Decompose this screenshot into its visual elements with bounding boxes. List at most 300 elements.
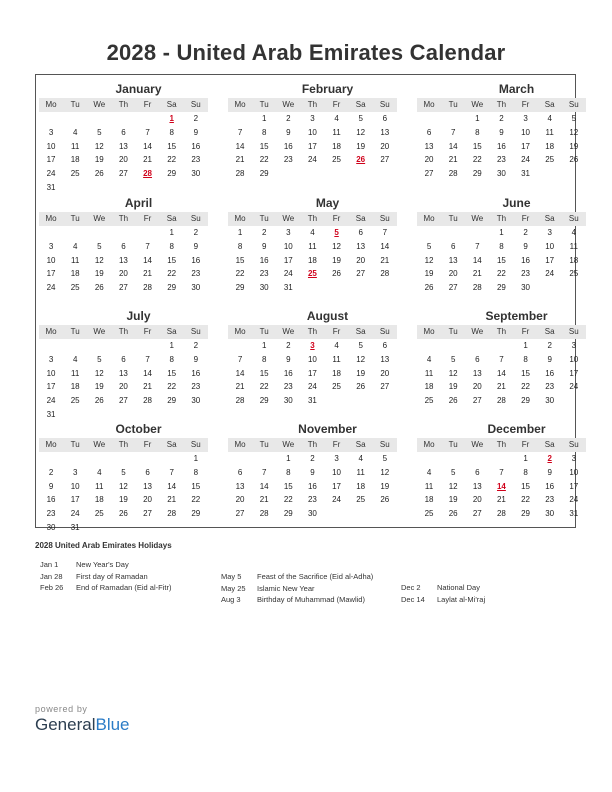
holiday-day-cell: 14 — [496, 481, 506, 491]
month-april — [39, 195, 208, 295]
holiday-column — [401, 582, 485, 605]
empty-day-cell — [136, 339, 160, 353]
day-cell: 13 — [448, 255, 458, 265]
day-cell: 16 — [545, 368, 555, 378]
month-name: August — [306, 309, 349, 323]
day-cell: 7 — [145, 241, 150, 251]
day-cell: 5 — [426, 241, 432, 251]
empty-day-cell — [465, 226, 489, 240]
month-name: July — [126, 309, 151, 323]
day-cell: 6 — [426, 127, 432, 137]
weekday-label: Fr — [332, 214, 341, 223]
empty-day-cell — [87, 226, 111, 240]
day-cell: 20 — [118, 269, 128, 279]
day-cell: 13 — [424, 141, 434, 151]
day-cell: 27 — [472, 509, 482, 519]
empty-day-cell — [417, 452, 441, 466]
day-cell: 6 — [145, 467, 150, 477]
month-name: September — [485, 309, 548, 323]
weekday-label: Tu — [259, 440, 269, 449]
holiday-day-cell: 28 — [143, 169, 153, 179]
day-cell: 12 — [94, 255, 104, 265]
day-cell: 22 — [235, 269, 245, 279]
week-row — [417, 339, 586, 353]
day-cell: 7 — [382, 228, 388, 237]
day-cell: 13 — [118, 141, 128, 151]
day-cell: 3 — [48, 127, 54, 137]
week-row — [39, 254, 208, 268]
week-row — [417, 153, 586, 167]
day-cell: 10 — [283, 241, 293, 251]
day-cell: 4 — [72, 354, 78, 364]
week-row — [39, 466, 208, 480]
day-cell: 28 — [472, 283, 482, 293]
day-cell: 19 — [424, 269, 434, 279]
day-cell: 23 — [545, 495, 555, 505]
day-cell: 19 — [94, 382, 104, 392]
day-cell: 2 — [193, 341, 199, 350]
day-cell: 20 — [356, 255, 366, 265]
day-cell: 25 — [356, 495, 366, 505]
day-cell: 26 — [94, 169, 104, 179]
day-cell: 12 — [94, 368, 104, 378]
day-cell: 20 — [380, 141, 390, 151]
day-cell: 26 — [448, 396, 458, 406]
week-row — [417, 507, 586, 521]
weekday-label: Sa — [166, 214, 177, 223]
day-cell: 26 — [448, 509, 458, 519]
day-cell: 6 — [121, 241, 126, 251]
day-cell: 2 — [286, 114, 291, 123]
day-cell: 4 — [97, 467, 102, 477]
week-row — [228, 452, 397, 466]
day-cell: 18 — [307, 255, 317, 265]
empty-day-cell — [111, 181, 135, 195]
day-cell: 28 — [496, 509, 506, 519]
day-cell: 13 — [118, 255, 128, 265]
day-cell: 4 — [571, 228, 577, 237]
day-cell: 6 — [475, 467, 480, 477]
day-cell: 13 — [472, 481, 482, 491]
day-cell: 9 — [261, 241, 267, 251]
weekday-label: We — [471, 440, 484, 449]
weekday-label: Tu — [259, 100, 269, 109]
day-cell: 30 — [191, 169, 201, 179]
day-cell: 24 — [521, 155, 531, 165]
weekday-label: We — [93, 327, 106, 336]
day-cell: 30 — [521, 283, 531, 293]
day-cell: 3 — [571, 341, 577, 350]
day-cell: 19 — [356, 368, 366, 378]
week-row — [417, 466, 586, 480]
holiday-date: Dec 14 — [401, 594, 425, 604]
weekday-label: Mo — [423, 214, 435, 223]
day-cell: 1 — [499, 228, 504, 237]
day-cell: 10 — [569, 467, 579, 477]
day-cell: 23 — [307, 495, 317, 505]
day-cell: 17 — [307, 368, 317, 378]
empty-day-cell — [441, 452, 465, 466]
empty-day-cell — [325, 167, 349, 181]
day-cell: 11 — [569, 241, 578, 251]
weekday-label: Th — [496, 100, 507, 109]
holiday-item — [40, 559, 171, 571]
day-cell: 21 — [448, 155, 458, 165]
day-cell: 18 — [70, 382, 80, 392]
day-cell: 28 — [259, 509, 269, 519]
week-row — [417, 394, 586, 408]
empty-day-cell — [489, 452, 513, 466]
month-september — [417, 308, 586, 408]
day-cell: 3 — [334, 454, 339, 463]
day-cell: 9 — [48, 481, 54, 491]
holiday-day-cell: 3 — [310, 341, 315, 350]
day-cell: 24 — [332, 495, 342, 505]
empty-day-cell — [63, 408, 87, 422]
day-cell: 23 — [259, 269, 269, 279]
day-cell: 5 — [382, 454, 388, 463]
day-cell: 12 — [332, 241, 342, 251]
empty-day-cell — [417, 226, 441, 240]
day-cell: 24 — [307, 155, 317, 165]
week-row — [39, 126, 208, 140]
week-row — [228, 480, 397, 494]
brand-blue: Blue — [95, 715, 130, 734]
weekday-label: Tu — [70, 327, 80, 336]
day-cell: 16 — [496, 141, 506, 151]
day-cell: 10 — [46, 368, 56, 378]
weekday-label: Mo — [45, 214, 57, 223]
empty-day-cell — [184, 181, 208, 195]
weekday-header — [39, 325, 208, 339]
day-cell: 13 — [380, 354, 390, 364]
day-cell: 29 — [191, 509, 201, 519]
day-cell: 11 — [356, 467, 365, 477]
week-row — [417, 167, 586, 181]
empty-day-cell — [39, 452, 63, 466]
day-cell: 20 — [143, 495, 153, 505]
day-cell: 26 — [118, 509, 128, 519]
day-cell: 25 — [94, 509, 104, 519]
empty-day-cell — [538, 167, 562, 181]
week-row — [39, 112, 208, 126]
day-cell: 21 — [259, 495, 269, 505]
holiday-item — [221, 594, 373, 606]
week-row — [417, 240, 586, 254]
empty-day-cell — [276, 167, 300, 181]
week-row — [228, 281, 397, 295]
day-cell: 30 — [46, 522, 56, 532]
day-cell: 22 — [167, 269, 177, 279]
day-cell: 24 — [307, 382, 317, 392]
day-cell: 14 — [259, 481, 269, 491]
day-cell: 17 — [521, 141, 531, 151]
day-cell: 3 — [72, 467, 78, 477]
day-cell: 1 — [475, 114, 480, 123]
empty-day-cell — [63, 226, 87, 240]
day-cell: 8 — [499, 241, 504, 251]
day-cell: 7 — [145, 127, 150, 137]
day-cell: 15 — [167, 255, 177, 265]
empty-day-cell — [373, 281, 397, 295]
day-cell: 7 — [237, 127, 243, 137]
day-cell: 14 — [235, 141, 245, 151]
day-cell: 21 — [143, 155, 153, 165]
week-row — [228, 367, 397, 381]
day-cell: 7 — [237, 354, 243, 364]
empty-day-cell — [87, 112, 111, 126]
day-cell: 3 — [286, 228, 291, 237]
day-cell: 25 — [569, 269, 579, 279]
day-cell: 1 — [286, 454, 291, 463]
day-cell: 30 — [307, 509, 317, 519]
weekday-header — [39, 98, 208, 112]
day-cell: 8 — [237, 241, 243, 251]
powered-by-text: powered by — [35, 704, 88, 714]
day-cell: 6 — [121, 127, 126, 137]
day-cell: 16 — [283, 368, 293, 378]
day-cell: 21 — [143, 382, 153, 392]
month-name: March — [498, 82, 535, 96]
weekday-header — [39, 438, 208, 452]
weekday-label: Tu — [448, 327, 458, 336]
empty-day-cell — [562, 281, 586, 295]
week-row — [39, 267, 208, 281]
empty-day-cell — [160, 452, 184, 466]
day-cell: 5 — [121, 467, 126, 477]
day-cell: 27 — [118, 396, 128, 406]
empty-day-cell — [87, 521, 111, 535]
day-cell: 29 — [521, 509, 531, 519]
weekday-label: Th — [307, 100, 318, 109]
day-cell: 1 — [261, 114, 267, 123]
day-cell: 2 — [523, 228, 528, 237]
day-cell: 11 — [332, 354, 341, 364]
empty-day-cell — [325, 507, 349, 521]
weekday-label: Sa — [166, 327, 177, 336]
weekday-label: Fr — [332, 440, 341, 449]
day-cell: 23 — [191, 269, 201, 279]
day-cell: 16 — [191, 141, 201, 151]
day-cell: 3 — [571, 454, 577, 463]
month-july — [39, 308, 208, 422]
day-cell: 8 — [523, 467, 528, 477]
day-cell: 24 — [569, 382, 579, 392]
empty-day-cell — [373, 394, 397, 408]
week-row — [228, 254, 397, 268]
day-cell: 11 — [332, 127, 341, 137]
empty-day-cell — [489, 339, 513, 353]
week-row — [39, 353, 208, 367]
day-cell: 4 — [334, 341, 339, 350]
weekday-label: Fr — [143, 100, 152, 109]
day-cell: 23 — [283, 155, 293, 165]
day-cell: 15 — [259, 368, 269, 378]
day-cell: 27 — [424, 169, 434, 179]
week-row — [417, 493, 586, 507]
day-cell: 11 — [424, 481, 434, 491]
week-row — [228, 394, 397, 408]
day-cell: 12 — [448, 481, 458, 491]
week-row — [39, 339, 208, 353]
week-row — [228, 126, 397, 140]
day-cell: 7 — [499, 354, 504, 364]
day-cell: 31 — [46, 182, 56, 192]
weekday-label: Th — [307, 327, 318, 336]
empty-day-cell — [373, 167, 397, 181]
day-cell: 16 — [283, 141, 293, 151]
day-cell: 27 — [118, 283, 128, 293]
day-cell: 2 — [310, 454, 315, 463]
day-cell: 13 — [472, 368, 482, 378]
day-cell: 2 — [547, 341, 552, 350]
day-cell: 18 — [545, 141, 555, 151]
holiday-name: Feast of the Sacrifice (Eid al-Adha) — [257, 572, 374, 581]
day-cell: 14 — [235, 368, 245, 378]
week-row — [228, 153, 397, 167]
weekday-label: Tu — [70, 100, 80, 109]
empty-day-cell — [325, 394, 349, 408]
day-cell: 10 — [569, 354, 579, 364]
day-cell: 19 — [332, 255, 342, 265]
weekday-label: Fr — [521, 100, 530, 109]
day-cell: 14 — [167, 481, 177, 491]
day-cell: 8 — [475, 127, 480, 137]
day-cell: 22 — [283, 495, 293, 505]
weekday-label: Su — [379, 100, 390, 109]
holiday-name: Islamic New Year — [257, 583, 315, 593]
weekday-label: Sa — [544, 100, 555, 109]
empty-day-cell — [465, 452, 489, 466]
week-row — [417, 367, 586, 381]
week-row — [228, 466, 397, 480]
day-cell: 31 — [307, 396, 317, 406]
month-january — [39, 81, 208, 195]
day-cell: 4 — [72, 241, 78, 251]
empty-day-cell — [87, 452, 111, 466]
weekday-label: Fr — [143, 327, 152, 336]
weekday-label: Su — [568, 327, 579, 336]
month-name: December — [487, 422, 546, 436]
day-cell: 23 — [191, 382, 201, 392]
day-cell: 5 — [97, 127, 102, 137]
day-cell: 5 — [571, 114, 577, 123]
day-cell: 1 — [169, 341, 174, 350]
month-august — [228, 308, 397, 408]
day-cell: 8 — [169, 241, 174, 251]
week-row — [39, 507, 208, 521]
day-cell: 4 — [547, 114, 552, 123]
empty-day-cell — [87, 181, 111, 195]
day-cell: 2 — [193, 114, 199, 123]
day-cell: 7 — [450, 127, 456, 137]
weekday-header — [228, 438, 397, 452]
day-cell: 29 — [235, 283, 245, 293]
empty-day-cell — [562, 167, 586, 181]
weekday-label: Sa — [355, 440, 366, 449]
day-cell: 9 — [310, 467, 315, 477]
weekday-label: Mo — [234, 214, 246, 223]
week-row — [39, 480, 208, 494]
empty-day-cell — [160, 521, 184, 535]
day-cell: 6 — [237, 467, 243, 477]
holiday-day-cell: 25 — [307, 269, 317, 279]
weekday-label: Sa — [544, 327, 555, 336]
day-cell: 25 — [424, 396, 434, 406]
empty-day-cell — [136, 521, 160, 535]
day-cell: 25 — [332, 382, 342, 392]
day-cell: 31 — [283, 283, 293, 293]
weekday-label: Su — [379, 440, 390, 449]
month-name: February — [301, 82, 354, 96]
weekday-label: Th — [118, 327, 129, 336]
day-cell: 3 — [547, 228, 552, 237]
day-cell: 8 — [523, 354, 528, 364]
day-cell: 7 — [499, 467, 504, 477]
day-cell: 29 — [167, 396, 177, 406]
page-title: 2028 - United Arab Emirates Calendar — [106, 40, 506, 65]
day-cell: 18 — [94, 495, 104, 505]
month-march — [417, 81, 586, 181]
day-cell: 30 — [283, 396, 293, 406]
month-name: January — [115, 82, 162, 96]
empty-day-cell — [184, 408, 208, 422]
empty-day-cell — [39, 339, 63, 353]
day-cell: 9 — [286, 354, 291, 364]
day-cell: 27 — [143, 509, 153, 519]
day-cell: 16 — [191, 255, 201, 265]
empty-day-cell — [87, 408, 111, 422]
day-cell: 31 — [521, 169, 531, 179]
day-cell: 19 — [118, 495, 128, 505]
holiday-date: Aug 3 — [221, 595, 241, 604]
day-cell: 25 — [70, 169, 80, 179]
empty-day-cell — [160, 408, 184, 422]
day-cell: 22 — [496, 269, 506, 279]
day-cell: 4 — [358, 454, 363, 463]
day-cell: 17 — [46, 269, 56, 279]
weekday-header — [417, 212, 586, 226]
empty-day-cell — [252, 452, 276, 466]
week-row — [228, 226, 397, 240]
weekday-label: Tu — [448, 214, 458, 223]
week-row — [228, 140, 397, 154]
month-october — [39, 421, 208, 535]
day-cell: 28 — [235, 169, 245, 179]
day-cell: 9 — [286, 127, 291, 137]
month-november — [228, 421, 397, 521]
day-cell: 15 — [496, 255, 506, 265]
day-cell: 5 — [97, 241, 102, 251]
weekday-label: Mo — [234, 440, 246, 449]
empty-day-cell — [136, 452, 160, 466]
day-cell: 29 — [167, 169, 177, 179]
month-name: May — [315, 196, 340, 210]
empty-day-cell — [136, 181, 160, 195]
holidays-title: 2028 United Arab Emirates Holidays — [35, 541, 172, 550]
day-cell: 8 — [261, 127, 267, 137]
week-row — [417, 140, 586, 154]
day-cell: 21 — [380, 255, 390, 265]
day-cell: 23 — [545, 382, 555, 392]
empty-day-cell — [111, 452, 135, 466]
empty-day-cell — [349, 167, 373, 181]
day-cell: 25 — [332, 155, 342, 165]
empty-day-cell — [349, 281, 373, 295]
day-cell: 23 — [496, 155, 506, 165]
day-cell: 27 — [380, 382, 390, 392]
day-cell: 9 — [547, 354, 552, 364]
